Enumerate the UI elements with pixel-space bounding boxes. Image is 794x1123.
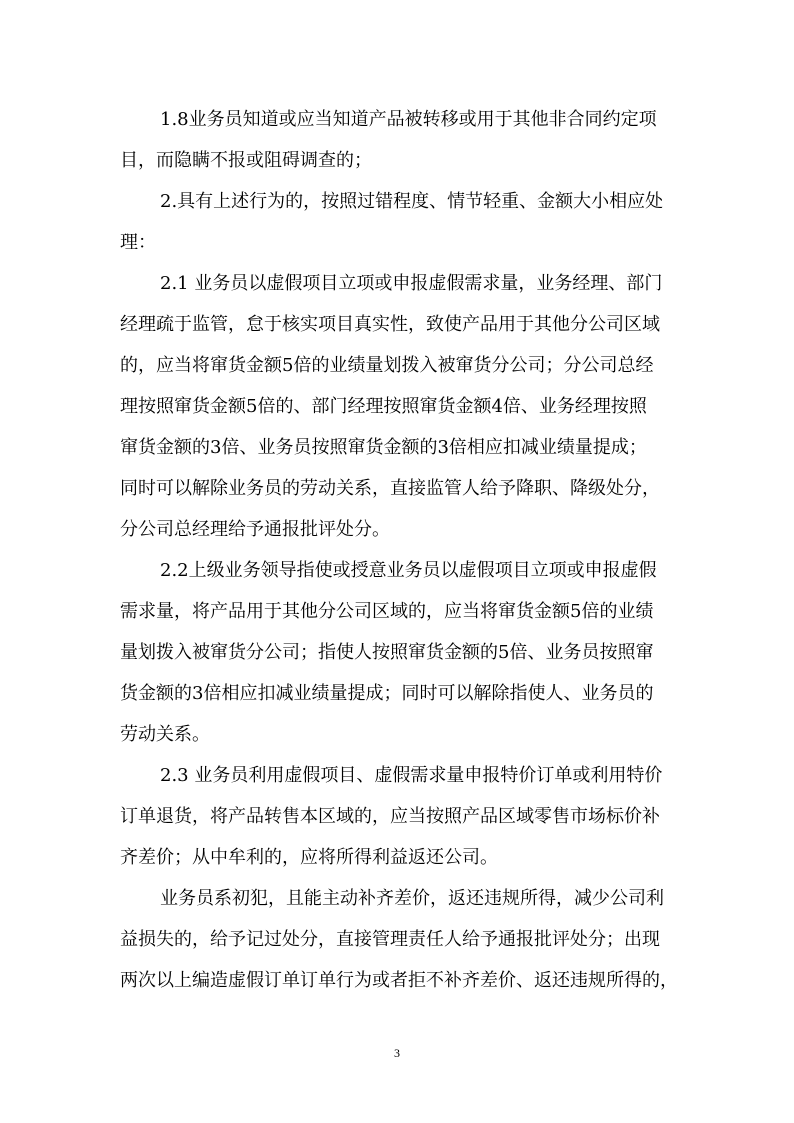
text-line: 需求量，将产品用于其他分公司区域的，应当将窜货金额5倍的业绩 [120, 601, 654, 622]
text-line: 货金额的3倍相应扣减业绩量提成；同时可以解除指使人、业务员的 [120, 683, 654, 704]
text-line: 2.2上级业务领导指使或授意业务员以虚假项目立项或申报虚假 [160, 560, 657, 581]
text-line: 劳动关系。 [120, 724, 210, 745]
text-line: 2.具有上述行为的，按照过错程度、情节轻重、金额大小相应处 [160, 191, 664, 212]
text-line: 经理疏于监管，怠于核实项目真实性，致使产品用于其他分公司区域 [120, 314, 660, 335]
text-line: 两次以上编造虚假订单订单行为或者拒不补齐差价、返还违规所得的， [120, 970, 678, 991]
page-number: 3 [394, 1046, 400, 1060]
text-line: 窜货金额的3倍、业务员按照窜货金额的3倍相应扣减业绩量提成； [120, 437, 647, 458]
text-line: 订单退货，将产品转售本区域的，应当按照产品区域零售市场标价补 [120, 806, 660, 827]
text-line: 1.8业务员知道或应当知道产品被转移或用于其他非合同约定项 [160, 109, 657, 130]
text-line: 2.3 业务员利用虚假项目、虚假需求量申报特价订单或利用特价 [160, 765, 663, 786]
text-line: 理按照窜货金额5倍的、部门经理按照窜货金额4倍、业务经理按照 [120, 396, 647, 417]
text-line: 分公司总经理给予通报批评处分。 [120, 519, 390, 540]
text-line: 益损失的，给予记过处分，直接管理责任人给予通报批评处分；出现 [120, 929, 660, 950]
text-line: 量划拨入被窜货分公司；指使人按照窜货金额的5倍、业务员按照窜 [120, 642, 654, 663]
text-line: 2.1 业务员以虚假项目立项或申报虚假需求量，业务经理、部门 [160, 273, 663, 294]
text-line: 齐差价；从中牟利的，应将所得利益返还公司。 [120, 847, 498, 868]
text-line: 业务员系初犯，且能主动补齐差价，返还违规所得，减少公司利 [160, 888, 664, 909]
text-line: 理： [120, 232, 156, 253]
text-line: 同时可以解除业务员的劳动关系，直接监管人给予降职、降级处分， [120, 478, 660, 499]
text-line: 目，而隐瞒不报或阻碍调查的； [120, 150, 372, 171]
text-line: 的，应当将窜货金额5倍的业绩量划拨入被窜货分公司；分公司总经 [120, 355, 654, 376]
